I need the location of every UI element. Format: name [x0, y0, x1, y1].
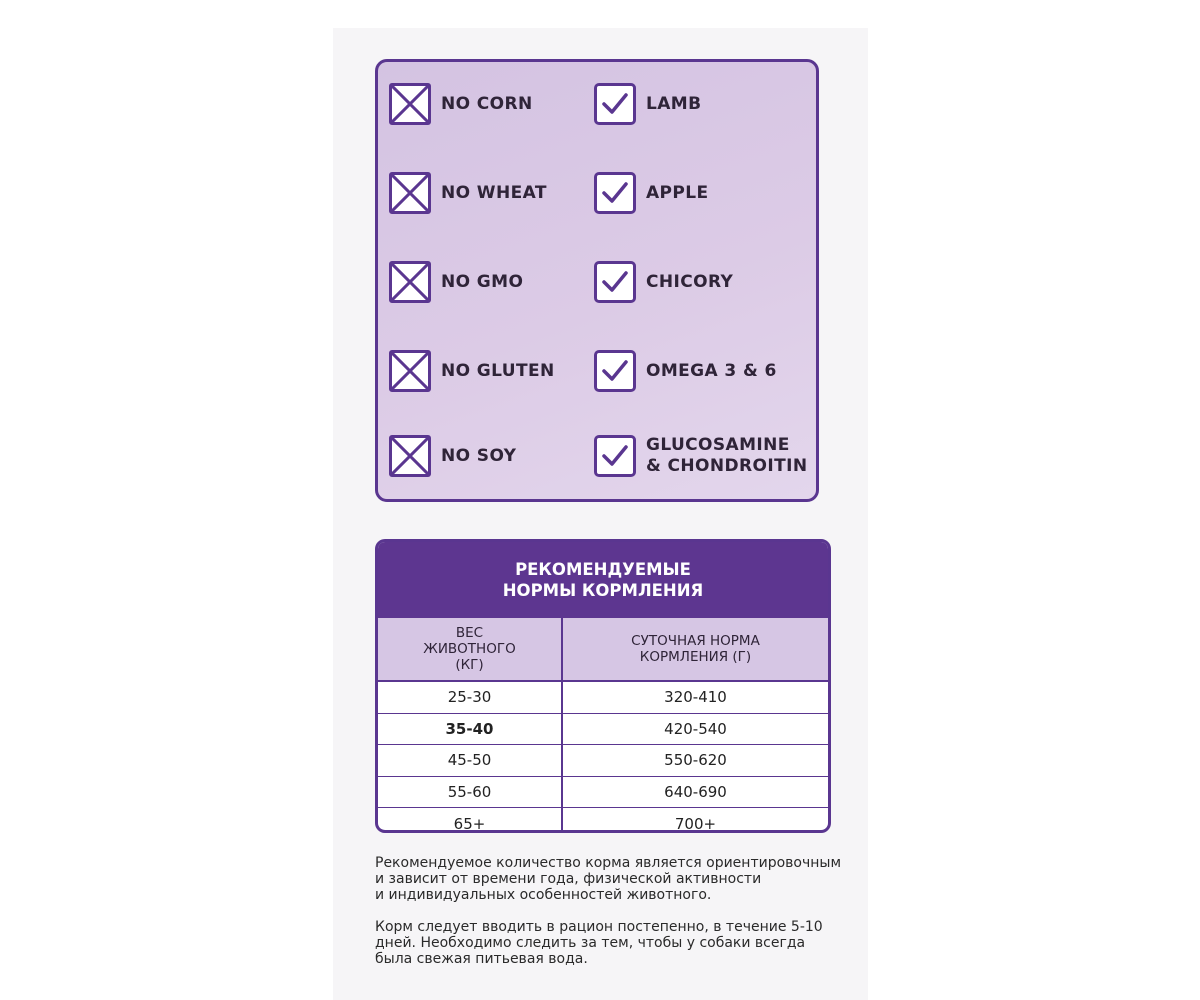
amount-cell: 420-540 — [664, 719, 727, 738]
cross-box-icon — [389, 435, 431, 477]
amount-cell: 320-410 — [664, 688, 727, 707]
feature-label: NO GMO — [441, 271, 524, 292]
note-line: дней. Необходимо следить за тем, чтобы у собаки всегда — [375, 935, 806, 951]
table-row — [378, 744, 828, 776]
feature-label: NO GLUTEN — [441, 360, 555, 381]
feature-label: APPLE — [646, 182, 709, 203]
feature-no-wheat — [389, 172, 547, 214]
check-box-icon — [594, 261, 636, 303]
cross-box-icon — [389, 350, 431, 392]
table-column-headers — [378, 618, 828, 682]
weight-cell: 65+ — [378, 808, 563, 833]
feature-no-gmo — [389, 261, 523, 303]
column-header-amount-line1: СУТОЧНАЯ НОРМА — [631, 633, 760, 649]
column-header-weight-line3: (КГ) — [455, 657, 484, 673]
check-box-icon — [594, 83, 636, 125]
feature-no-soy — [389, 435, 516, 477]
weight-cell: 55-60 — [378, 777, 563, 808]
note-line: и зависит от времени года, физической активности — [375, 871, 762, 887]
table-row — [378, 682, 828, 713]
column-header-amount — [563, 618, 828, 680]
check-box-icon — [594, 435, 636, 477]
table-title-line2: НОРМЫ КОРМЛЕНИЯ — [502, 581, 704, 600]
feature-glucosamine — [594, 435, 807, 477]
amount-cell: 640-690 — [664, 783, 727, 802]
note-line: и индивидуальных особенностей животного. — [375, 887, 712, 903]
column-header-weight-line1: ВЕС — [455, 625, 484, 641]
amount-cell: 550-620 — [664, 751, 727, 770]
note-line: была свежая питьевая вода. — [375, 951, 588, 967]
cross-box-icon — [389, 172, 431, 214]
feature-label: NO SOY — [441, 445, 517, 466]
column-header-amount-line2: КОРМЛЕНИЯ (Г) — [639, 649, 752, 665]
feature-no-gluten — [389, 350, 555, 392]
feature-apple — [594, 172, 709, 214]
amount-cell: 700+ — [674, 814, 717, 833]
feeding-note — [375, 855, 855, 903]
weight-cell: 25-30 — [378, 682, 563, 713]
table-row — [378, 776, 828, 808]
feature-no-corn — [389, 83, 533, 125]
check-box-icon — [594, 350, 636, 392]
cross-box-icon — [389, 83, 431, 125]
table-title-line1: РЕКОМЕНДУЕМЫЕ — [515, 560, 691, 579]
feature-label-line1: GLUCOSAMINE — [646, 435, 790, 455]
feature-label-line2: & CHONDROITIN — [646, 456, 808, 476]
feature-label — [646, 435, 807, 477]
note-line: Корм следует вводить в рацион постепенно, в течение 5-10 — [375, 919, 823, 935]
feature-lamb — [594, 83, 701, 125]
weight-cell: 45-50 — [378, 745, 563, 776]
note-line: Рекомендуемое количество корма является ориентировочным — [375, 855, 842, 871]
column-header-weight — [378, 618, 563, 680]
feature-omega — [594, 350, 777, 392]
table-row — [378, 713, 828, 745]
features-box — [375, 59, 819, 502]
feature-label: NO CORN — [441, 93, 533, 114]
feature-label: OMEGA 3 & 6 — [646, 360, 777, 381]
table-title — [378, 542, 828, 618]
feature-label: LAMB — [646, 93, 702, 114]
cross-box-icon — [389, 261, 431, 303]
transition-note — [375, 919, 855, 967]
check-box-icon — [594, 172, 636, 214]
column-header-weight-line2: ЖИВОТНОГО — [423, 641, 516, 657]
feature-label: NO WHEAT — [441, 182, 547, 203]
weight-cell: 35-40 — [378, 714, 563, 745]
feature-chicory — [594, 261, 733, 303]
table-row — [378, 807, 828, 833]
feeding-table — [375, 539, 831, 833]
feature-label: CHICORY — [646, 271, 734, 292]
